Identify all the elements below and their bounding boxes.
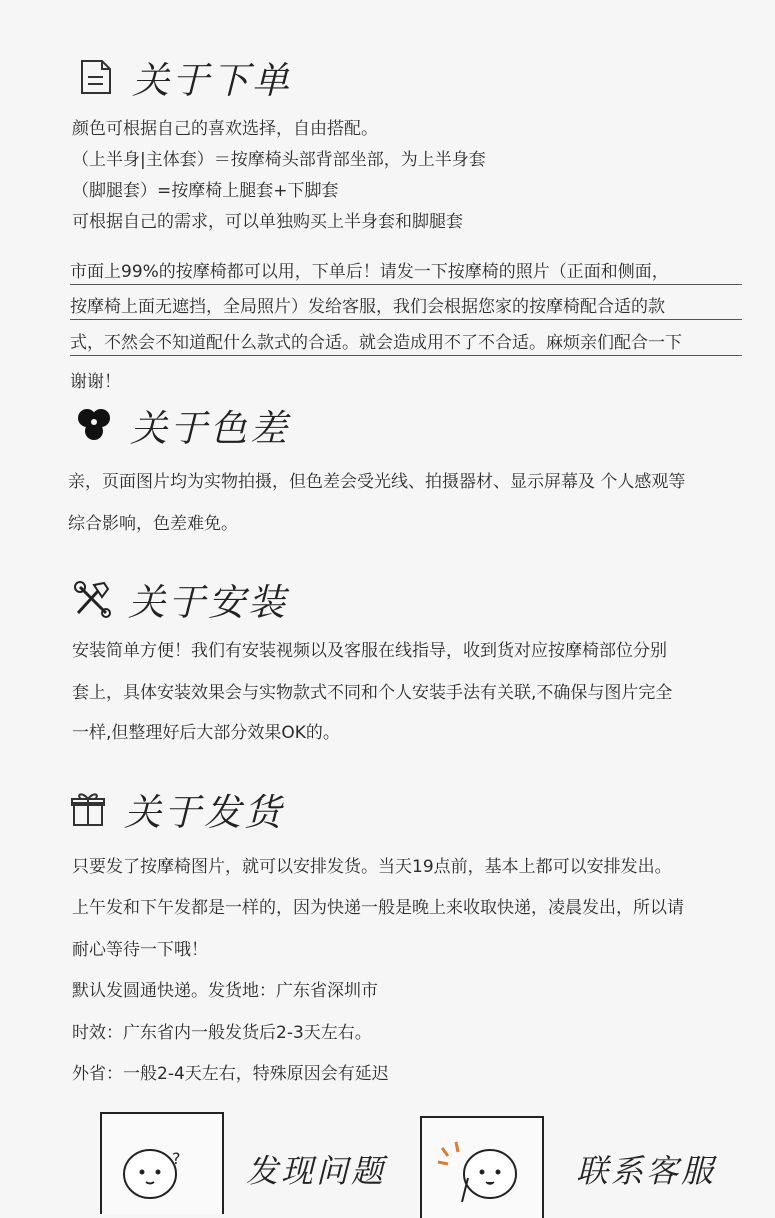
order-notice-line-2: 按摩椅上面无遮挡，全局照片）发给客服，我们会根据您家的按摩椅配合适的款 xyxy=(70,292,742,320)
section-order-heading xyxy=(76,50,292,104)
section-shipping-heading xyxy=(68,782,284,836)
order-notice-line-3: 式，不然会不知道配什么款式的合适。就会造成用不了不合适。麻烦亲们配合一下 xyxy=(70,328,742,356)
section-color-heading xyxy=(74,398,290,452)
document-icon xyxy=(76,57,116,97)
shipping-line-3: 耐心等待一下哦！ xyxy=(72,940,208,960)
waving-character-icon xyxy=(422,1118,542,1202)
gift-box-icon xyxy=(68,789,108,829)
order-line-4: 可根据自己的需求，可以单独购买上半身套和脚腿套 xyxy=(72,212,463,232)
contact-card xyxy=(420,1116,544,1218)
color-line-1: 亲，页面图片均为实物拍摄，但色差会受光线、拍摄器材、显示屏幕及 个人感观等 xyxy=(68,472,686,492)
shipping-line-2: 上午发和下午发都是一样的，因为快递一般是晚上来收取快递，凌晨发出，所以请 xyxy=(72,898,684,918)
install-line-1: 安装简单方便！我们有安装视频以及客服在线指导，收到货对应按摩椅部位分别 xyxy=(72,641,667,661)
install-line-3: 一样,但整理好后大部分效果OK的。 xyxy=(72,723,340,743)
shipping-line-4: 默认发圆通快递。发货地：广东省深圳市 xyxy=(72,981,378,1001)
contact-label: 联系客服 xyxy=(576,1152,717,1190)
color-palette-icon xyxy=(74,405,114,445)
section-order-title: 关于下单 xyxy=(132,59,292,102)
order-notice-line-4: 谢谢！ xyxy=(70,372,121,392)
order-line-3: （脚腿套）=按摩椅上腿套+下脚套 xyxy=(72,181,339,201)
question-mark: ? xyxy=(172,1149,181,1168)
order-line-1: 颜色可根据自己的喜欢选择，自由搭配。 xyxy=(72,119,378,139)
section-shipping-title: 关于发货 xyxy=(124,791,284,834)
shipping-line-1: 只要发了按摩椅图片，就可以安排发货。当天19点前，基本上都可以安排发出。 xyxy=(72,857,672,877)
problem-card xyxy=(100,1112,224,1214)
section-color-title: 关于色差 xyxy=(130,407,290,450)
shipping-line-5: 时效：广东省内一般发货后2-3天左右。 xyxy=(72,1023,372,1043)
shipping-line-6: 外省：一般2-4天左右，特殊原因会有延迟 xyxy=(72,1064,389,1084)
tools-icon xyxy=(72,579,112,619)
order-line-2: （上半身|主体套）＝按摩椅头部背部坐部，为上半身套 xyxy=(72,150,486,170)
section-install-heading xyxy=(72,572,288,626)
color-line-2: 综合影响，色差难免。 xyxy=(68,514,238,534)
confused-character-icon xyxy=(102,1114,222,1202)
problem-label: 发现问题 xyxy=(246,1152,387,1190)
install-line-2: 套上，具体安装效果会与实物款式不同和个人安装手法有关联,不确保与图片完全 xyxy=(72,683,673,703)
section-install-title: 关于安装 xyxy=(128,581,288,624)
order-notice-line-1: 市面上99%的按摩椅都可以用，下单后！请发一下按摩椅的照片（正面和侧面， xyxy=(70,257,742,285)
